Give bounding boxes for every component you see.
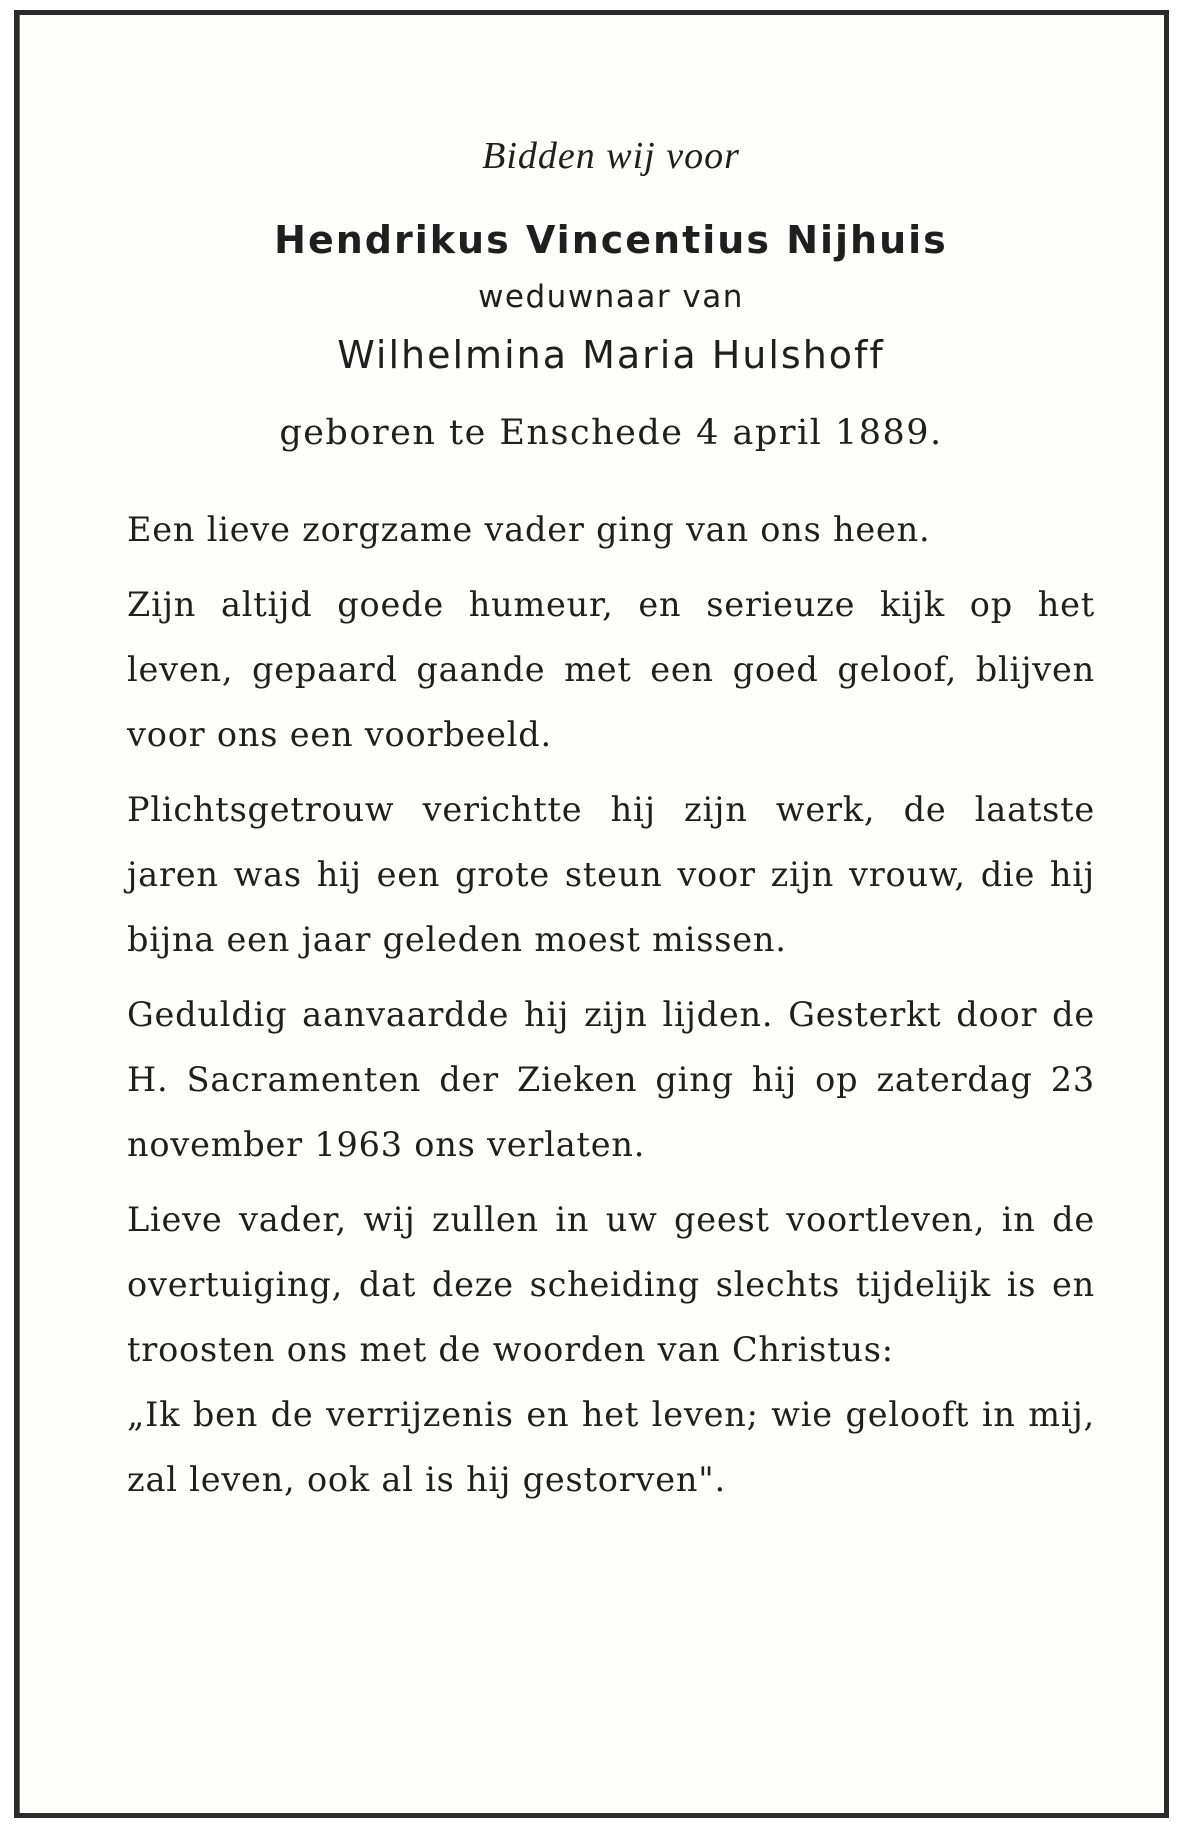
relation-label: weduwnaar van	[478, 279, 744, 315]
spouse-name: Wilhelmina Maria Hulshoff	[337, 333, 885, 377]
paragraph-patient-suffering: Geduldig aanvaardde hij zijn lijden. Gesterkt door de H. Sacramenten der Zieken ging hij op zaterdag 23 november 1963 ons verlaten.	[127, 995, 1095, 1164]
paragraph-good-humour: Zijn altijd goede humeur, en serieuze kijk op het leven, gepaard gaande met een goed geloof, blijven voor ons een voorbeeld.	[127, 585, 1095, 754]
christ-quote: „Ik ben de verrijzenis en het leven; wie gelooft in mij, zal leven, ook al is hij gestorven".	[127, 1395, 1095, 1499]
memorial-card	[14, 10, 1169, 1818]
deceased-name: Hendrikus Vincentius Nijhuis	[274, 218, 948, 262]
paragraph-dutiful-work: Plichtsgetrouw verichtte hij zijn werk, de laatste jaren was hij een grote steun voor zijn vrouw, die hij bijna een jaar geleden moest missen.	[127, 790, 1095, 959]
paragraph-loving-father: Een lieve zorgzame vader ging van ons heen.	[127, 510, 931, 549]
prayer-intro: Bidden wij voor	[482, 135, 740, 177]
birth-line: geboren te Enschede 4 april 1889.	[279, 413, 943, 453]
paragraph-dear-father: Lieve vader, wij zullen in uw geest voortleven, in de overtuiging, dat deze scheiding slechts tijdelijk is en troosten ons met de woorden van Christus:	[127, 1200, 1095, 1369]
card-content	[127, 133, 1095, 1512]
